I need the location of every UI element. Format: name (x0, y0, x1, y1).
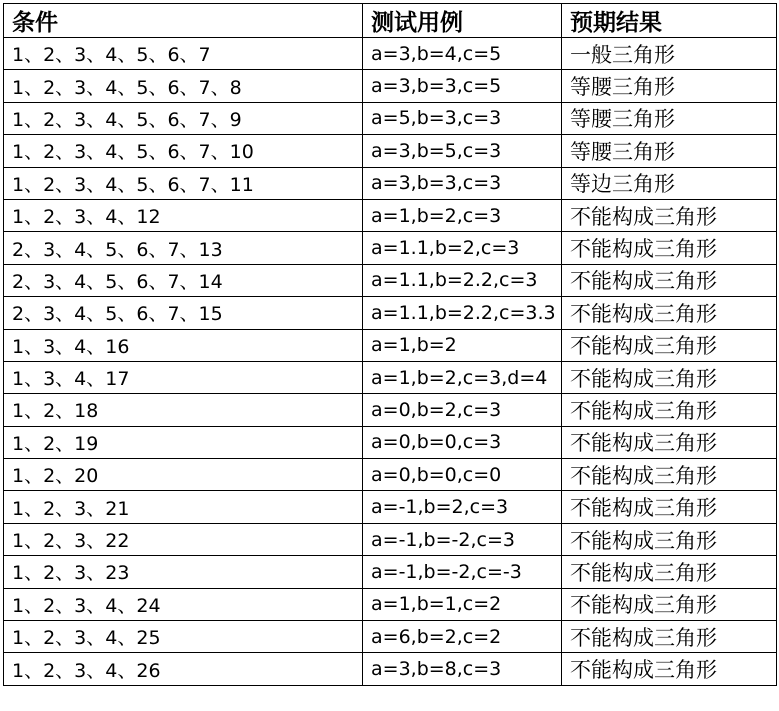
test-case-cell: a=3,b=3,c=5 (363, 70, 562, 102)
table-row (4, 394, 777, 426)
test-case-cell: a=5,b=3,c=3 (363, 102, 562, 134)
expected-result-cell: 不能构成三角形 (562, 523, 777, 555)
table-row (4, 70, 777, 102)
condition-cell: 1、2、3、4、5、6、7 (4, 38, 363, 70)
test-case-cell: a=1,b=2,c=3,d=4 (363, 361, 562, 393)
expected-result-cell: 不能构成三角形 (562, 297, 777, 329)
expected-result-cell: 不能构成三角形 (562, 232, 777, 264)
expected-result-cell: 不能构成三角形 (562, 426, 777, 458)
test-case-cell: a=1,b=2,c=3 (363, 199, 562, 231)
condition-cell: 2、3、4、5、6、7、14 (4, 264, 363, 296)
condition-cell: 1、2、3、4、25 (4, 621, 363, 653)
table-row (4, 199, 777, 231)
test-case-cell: a=0,b=0,c=3 (363, 426, 562, 458)
expected-result-cell: 不能构成三角形 (562, 588, 777, 620)
condition-cell: 1、2、3、4、24 (4, 588, 363, 620)
test-case-table (3, 3, 777, 686)
expected-result-cell: 不能构成三角形 (562, 394, 777, 426)
condition-cell: 1、2、3、4、5、6、7、9 (4, 102, 363, 134)
expected-result-cell: 等腰三角形 (562, 102, 777, 134)
condition-cell: 1、2、18 (4, 394, 363, 426)
test-case-cell: a=1.1,b=2,c=3 (363, 232, 562, 264)
condition-cell: 1、2、3、4、5、6、7、11 (4, 167, 363, 199)
expected-result-cell: 不能构成三角形 (562, 329, 777, 361)
expected-result-cell: 不能构成三角形 (562, 491, 777, 523)
test-case-cell: a=1.1,b=2.2,c=3 (363, 264, 562, 296)
condition-cell: 1、2、3、4、12 (4, 199, 363, 231)
condition-cell: 1、2、19 (4, 426, 363, 458)
test-case-cell: a=3,b=5,c=3 (363, 135, 562, 167)
expected-result-cell: 不能构成三角形 (562, 653, 777, 685)
expected-result-cell: 等腰三角形 (562, 70, 777, 102)
condition-cell: 1、2、3、4、5、6、7、10 (4, 135, 363, 167)
test-case-cell: a=0,b=0,c=0 (363, 459, 562, 491)
header-condition: 条件 (4, 4, 363, 38)
test-case-cell: a=-1,b=2,c=3 (363, 491, 562, 523)
table-row (4, 38, 777, 70)
table-row (4, 426, 777, 458)
table-row (4, 459, 777, 491)
test-case-cell: a=1,b=2 (363, 329, 562, 361)
table-row (4, 621, 777, 653)
table-row (4, 653, 777, 685)
test-case-cell: a=3,b=4,c=5 (363, 38, 562, 70)
test-case-cell: a=1,b=1,c=2 (363, 588, 562, 620)
test-case-cell: a=-1,b=-2,c=3 (363, 523, 562, 555)
header-row (4, 4, 777, 38)
expected-result-cell: 不能构成三角形 (562, 199, 777, 231)
test-case-cell: a=1.1,b=2.2,c=3.3 (363, 297, 562, 329)
table-row (4, 135, 777, 167)
table-row (4, 102, 777, 134)
test-case-cell: a=-1,b=-2,c=-3 (363, 556, 562, 588)
expected-result-cell: 不能构成三角形 (562, 621, 777, 653)
table-row (4, 232, 777, 264)
condition-cell: 1、3、4、16 (4, 329, 363, 361)
test-case-cell: a=6,b=2,c=2 (363, 621, 562, 653)
condition-cell: 1、2、3、4、5、6、7、8 (4, 70, 363, 102)
condition-cell: 1、2、3、22 (4, 523, 363, 555)
expected-result-cell: 不能构成三角形 (562, 264, 777, 296)
table-row (4, 361, 777, 393)
condition-cell: 1、2、3、21 (4, 491, 363, 523)
table-row (4, 167, 777, 199)
test-case-cell: a=3,b=8,c=3 (363, 653, 562, 685)
expected-result-cell: 不能构成三角形 (562, 556, 777, 588)
condition-cell: 1、2、3、23 (4, 556, 363, 588)
expected-result-cell: 等腰三角形 (562, 135, 777, 167)
header-expected-result: 预期结果 (562, 4, 777, 38)
test-case-cell: a=0,b=2,c=3 (363, 394, 562, 426)
table-row (4, 556, 777, 588)
condition-cell: 1、2、3、4、26 (4, 653, 363, 685)
expected-result-cell: 不能构成三角形 (562, 459, 777, 491)
condition-cell: 2、3、4、5、6、7、15 (4, 297, 363, 329)
expected-result-cell: 不能构成三角形 (562, 361, 777, 393)
header-test-case: 测试用例 (363, 4, 562, 38)
expected-result-cell: 一般三角形 (562, 38, 777, 70)
condition-cell: 1、3、4、17 (4, 361, 363, 393)
condition-cell: 2、3、4、5、6、7、13 (4, 232, 363, 264)
table-row (4, 523, 777, 555)
table-row (4, 329, 777, 361)
table-row (4, 264, 777, 296)
table-row (4, 588, 777, 620)
table-row (4, 297, 777, 329)
table-row (4, 491, 777, 523)
expected-result-cell: 等边三角形 (562, 167, 777, 199)
condition-cell: 1、2、20 (4, 459, 363, 491)
test-case-cell: a=3,b=3,c=3 (363, 167, 562, 199)
